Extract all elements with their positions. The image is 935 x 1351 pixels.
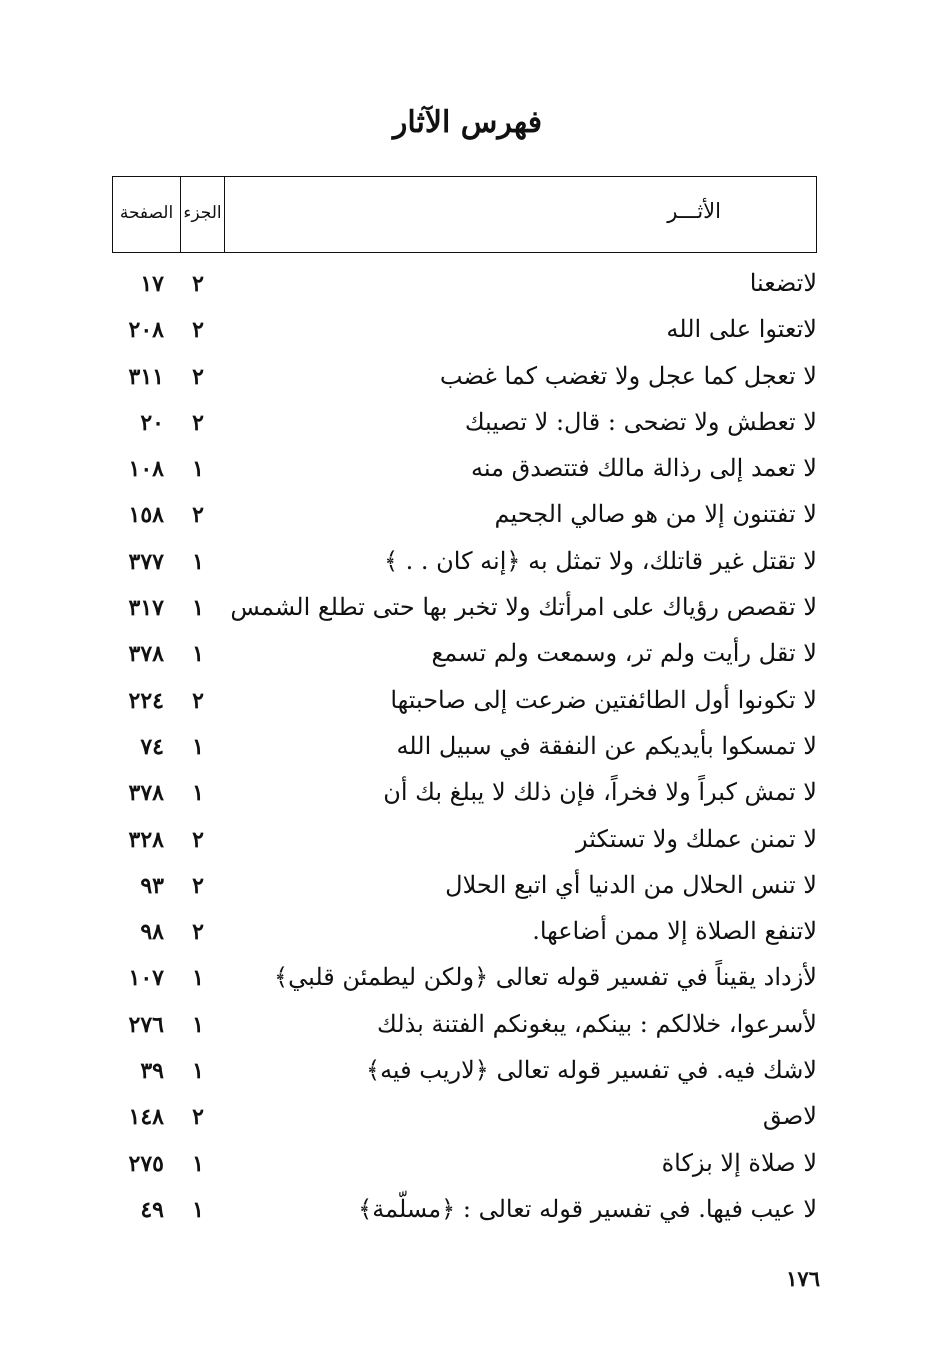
index-list: [112, 265, 817, 1237]
row-text: لا تقتل غير قاتلك، ولا تمثل به ﴿إنه كان . . ﴾: [383, 546, 817, 575]
table-row: [112, 589, 817, 635]
row-part: ٢: [192, 826, 204, 853]
row-part: ١: [192, 595, 204, 622]
row-page: ٧٤: [140, 733, 164, 760]
row-part: ١: [192, 1196, 204, 1223]
table-row: [112, 543, 817, 589]
row-page: ٣٩: [140, 1058, 164, 1085]
row-text: لا صلاة إلا بزكاة: [661, 1148, 817, 1177]
table-header: [112, 176, 817, 253]
row-page: ١٥٨: [128, 502, 164, 529]
table-row: [112, 1098, 817, 1144]
row-page: ٢٠٨: [128, 317, 164, 344]
table-row: [112, 682, 817, 728]
table-row: [112, 867, 817, 913]
table-row: [112, 959, 817, 1005]
row-part: ١: [192, 1058, 204, 1085]
row-text: لا تمسكوا بأيديكم عن النفقة في سبيل الله: [396, 731, 817, 760]
row-page: ٣٢٨: [128, 826, 164, 853]
row-part: ٢: [192, 687, 204, 714]
row-page: ٣١١: [128, 363, 164, 390]
row-part: ١: [192, 1150, 204, 1177]
row-page: ٩٣: [140, 872, 164, 899]
row-part: ٢: [192, 317, 204, 344]
table-row: [112, 1191, 817, 1237]
row-text: لاتضعنا: [749, 269, 817, 297]
row-part: ٢: [192, 872, 204, 899]
table-row: [112, 1145, 817, 1191]
row-part: ١: [192, 733, 204, 760]
row-part: ١: [192, 965, 204, 992]
row-text: لأسرعوا، خلالكم : بينكم، يبغونكم الفتنة بذلك: [377, 1009, 817, 1038]
row-text: لا تمنن عملك ولا تستكثر: [576, 824, 817, 853]
page-number: ١٧٦: [786, 1266, 820, 1291]
row-part: ٢: [192, 1104, 204, 1131]
row-part: ١: [192, 780, 204, 807]
row-text: لاشك فيه. في تفسير قوله تعالى ﴿لاريب فيه﴾: [366, 1056, 817, 1085]
row-text: لا تفتنون إلا من هو صالي الجحيم: [494, 500, 817, 529]
row-part: ١: [192, 548, 204, 575]
row-text: لاتنفع الصلاة إلا ممن أضاعها.: [532, 917, 817, 946]
row-text: لاصق: [762, 1102, 817, 1131]
table-row: [112, 1006, 817, 1052]
row-text: لا تعجل كما عجل ولا تغضب كما غضب: [439, 361, 817, 390]
row-page: ٢٧٦: [128, 1011, 164, 1038]
row-text: لا تكونوا أول الطائفتين ضرعت إلى صاحبتها: [390, 685, 817, 714]
table-row: [112, 311, 817, 357]
row-text: لا تعطش ولا تضحى : قال: لا تصيبك: [464, 407, 817, 436]
row-part: ٢: [192, 271, 204, 297]
table-row: [112, 635, 817, 681]
row-page: ٩٨: [140, 919, 164, 946]
row-page: ٢٢٤: [128, 687, 164, 714]
row-part: ٢: [192, 502, 204, 529]
row-page: ١٤٨: [128, 1104, 164, 1131]
row-text: لا تعمد إلى رذالة مالك فتتصدق منه: [471, 454, 817, 483]
header-athar: الأثـــر: [667, 199, 721, 223]
table-row: [112, 1052, 817, 1098]
table-row: [112, 496, 817, 542]
page-title: فهرس الآثار: [392, 105, 543, 140]
table-row: [112, 265, 817, 311]
row-page: ١٠٨: [128, 456, 164, 483]
row-text: لا تقصص رؤياك على امرأتك ولا تخبر بها حتى تطلع الشمس: [230, 593, 817, 622]
row-part: ٢: [192, 919, 204, 946]
row-part: ١: [192, 1011, 204, 1038]
row-text: لاتعتوا على الله: [666, 315, 817, 344]
table-row: [112, 404, 817, 450]
row-text: لا تمش كبراً ولا فخراً، فإن ذلك لا يبلغ بك أن: [383, 778, 817, 807]
row-page: ٤٩: [140, 1196, 164, 1223]
row-part: ٢: [192, 363, 204, 390]
table-row: [112, 728, 817, 774]
table-row: [112, 913, 817, 959]
row-page: ٣١٧: [128, 595, 164, 622]
table-row: [112, 821, 817, 867]
row-page: ١٠٧: [128, 965, 164, 992]
row-text: لا عيب فيها. في تفسير قوله تعالى : ﴿مسلّمة﴾: [358, 1194, 817, 1223]
table-row: [112, 358, 817, 404]
row-page: ٣٧٨: [128, 780, 164, 807]
header-part: الجزء: [181, 177, 225, 252]
header-page: الصفحة: [113, 177, 181, 252]
table-row: [112, 450, 817, 496]
row-text: لا تنس الحلال من الدنيا أي اتبع الحلال: [445, 870, 817, 899]
row-page: ٢٧٥: [128, 1150, 164, 1177]
row-page: ٣٧٧: [128, 548, 164, 575]
row-page: ٢٠: [140, 409, 164, 436]
row-part: ٢: [192, 409, 204, 436]
row-page: ٣٧٨: [128, 641, 164, 668]
row-text: لأزداد يقيناً في تفسير قوله تعالى ﴿ولكن ليطمئن قلبي﴾: [274, 963, 817, 992]
row-part: ١: [192, 456, 204, 483]
row-text: لا تقل رأيت ولم تر، وسمعت ولم تسمع: [431, 639, 817, 668]
row-page: ١٧: [140, 271, 164, 297]
table-row: [112, 774, 817, 820]
row-part: ١: [192, 641, 204, 668]
